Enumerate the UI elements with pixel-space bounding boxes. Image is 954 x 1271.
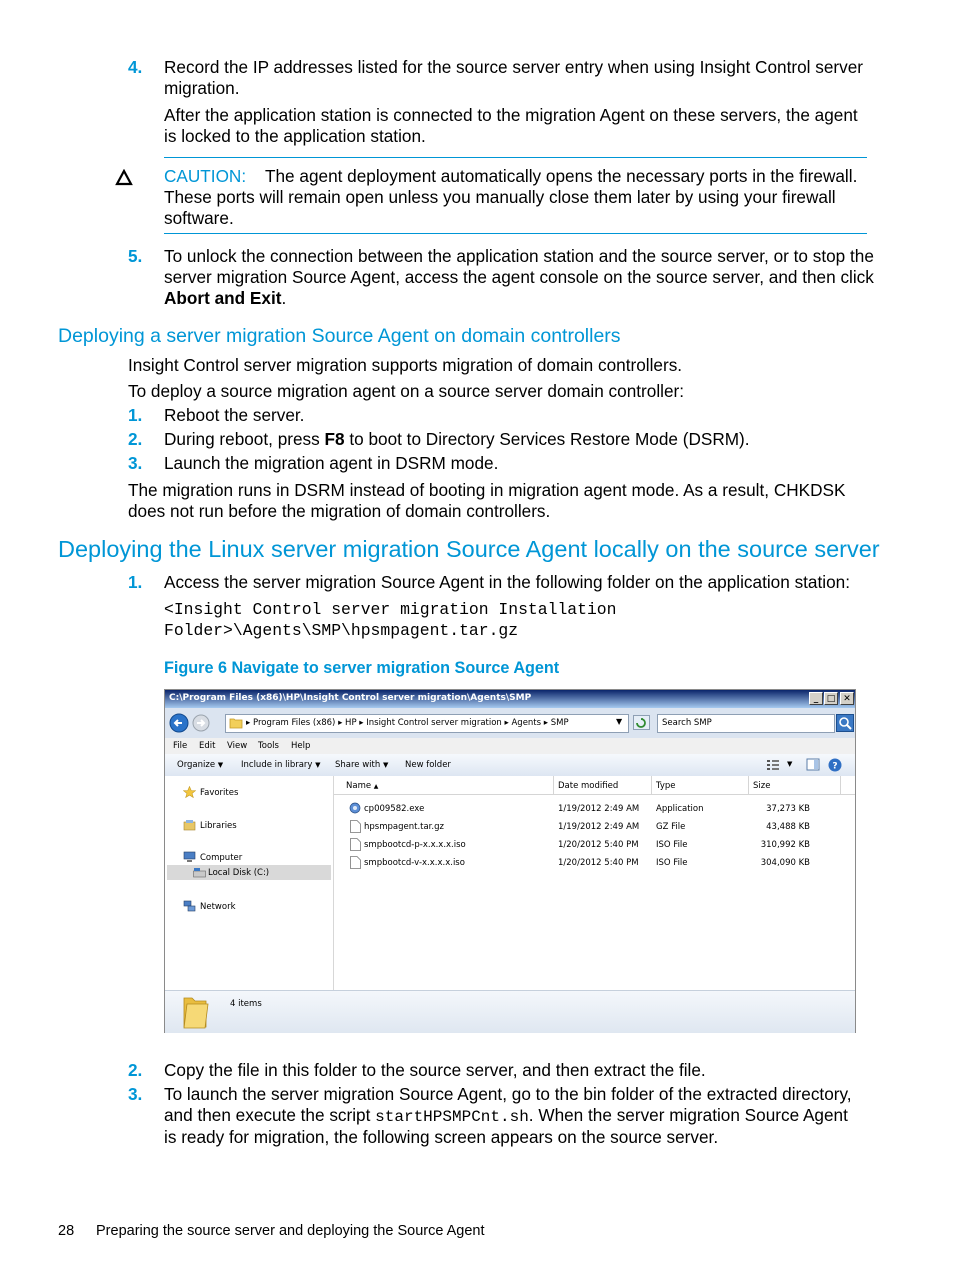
page-number: 28 <box>58 1223 75 1239</box>
nav-computer[interactable]: Computer <box>200 853 243 863</box>
file-date: 1/20/2012 5:40 PM <box>558 840 639 850</box>
folder-icon <box>229 717 243 729</box>
caution-bottom-rule <box>164 233 867 234</box>
text-run: to boot to Directory Services Restore Mode (DSRM). <box>344 429 750 449</box>
command-label: Include in library <box>241 760 313 770</box>
section-heading: Deploying the Linux server migration Source Agent locally on the source server <box>58 536 880 562</box>
new-folder-button[interactable]: New folder <box>405 760 451 770</box>
column-divider[interactable] <box>748 776 749 794</box>
window-title: C:\Program Files (x86)\HP\Insight Control server migration\Agents\SMP <box>169 693 532 703</box>
step-text <box>164 429 750 450</box>
preview-pane-icon[interactable] <box>806 758 820 771</box>
nav-libraries[interactable]: Libraries <box>200 821 237 831</box>
caution-text: The agent deployment automatically opens the necessary ports in the firewall. <box>265 166 858 186</box>
search-icon[interactable] <box>836 714 854 732</box>
breadcrumb[interactable]: ▸ Program Files (x86) ▸ HP ▸ Insight Control server migration ▸ Agents ▸ SMP <box>246 718 569 728</box>
step-text: is ready for migration, the following screen appears on the source server. <box>164 1127 719 1147</box>
chevron-down-icon: ▼ <box>315 761 321 769</box>
maximize-button[interactable]: □ <box>824 692 838 705</box>
column-date-modified[interactable]: Date modified <box>558 781 619 791</box>
application-icon <box>349 802 361 815</box>
breadcrumb-item[interactable]: Agents <box>511 718 542 728</box>
file-date: 1/19/2012 2:49 AM <box>558 822 640 832</box>
punctuation: . <box>281 288 287 308</box>
menu-view[interactable]: View <box>227 741 248 751</box>
column-label: Name <box>346 781 372 791</box>
menu-file[interactable]: File <box>173 741 188 751</box>
chevron-down-icon: ▼ <box>217 761 224 769</box>
step-number: 5. <box>128 246 143 266</box>
caution-text: software. <box>164 208 234 228</box>
minimize-button[interactable]: _ <box>809 692 823 705</box>
caution-text: These ports will remain open unless you manually close them later by using your firewall <box>164 187 836 207</box>
file-icon <box>350 820 361 833</box>
step-number: 2. <box>128 1060 143 1080</box>
menu-help[interactable]: Help <box>291 741 311 751</box>
paragraph: The migration runs in DSRM instead of booting in migration agent mode. As a result, CHKDSK <box>128 480 846 500</box>
column-divider[interactable] <box>553 776 554 794</box>
code-line: Folder>\Agents\SMP\hpsmpagent.tar.gz <box>164 621 519 640</box>
step-number: 2. <box>128 429 143 449</box>
step-text: Access the server migration Source Agent in the following folder on the application station: <box>164 572 850 592</box>
file-type: ISO File <box>656 840 688 850</box>
file-date: 1/20/2012 5:40 PM <box>558 858 639 868</box>
menu-tools[interactable]: Tools <box>258 741 279 751</box>
close-button[interactable]: ✕ <box>840 692 854 705</box>
refresh-icon[interactable] <box>633 715 650 730</box>
warning-icon <box>115 169 133 186</box>
sort-ascending-icon: ▲ <box>373 783 379 790</box>
computer-icon <box>183 851 196 863</box>
script-name: startHPSMPCnt.sh <box>375 1108 529 1126</box>
file-name: smpbootcd-v-x.x.x.x.iso <box>364 858 465 868</box>
step-text: server migration Source Agent, access the agent console on the source server, and then click <box>164 267 874 287</box>
step-text: Copy the file in this folder to the source server, and then extract the file. <box>164 1060 706 1080</box>
drive-icon <box>193 867 206 878</box>
search-input[interactable] <box>657 714 835 733</box>
step-number: 4. <box>128 57 143 77</box>
file-type: ISO File <box>656 858 688 868</box>
nav-network[interactable]: Network <box>200 902 236 912</box>
menu-edit[interactable]: Edit <box>199 741 216 751</box>
file-date: 1/19/2012 2:49 AM <box>558 804 640 814</box>
forward-icon[interactable] <box>192 714 210 732</box>
file-type: Application <box>656 804 704 814</box>
nav-local-disk[interactable]: Local Disk (C:) <box>208 868 270 878</box>
chevron-down-icon[interactable]: ▼ <box>787 760 793 768</box>
chevron-down-icon[interactable]: ▼ <box>616 717 623 726</box>
address-toolbar <box>165 708 855 738</box>
navigation-pane <box>165 776 334 990</box>
title-bar <box>165 690 855 708</box>
text-run: and then execute the script <box>164 1105 376 1125</box>
explorer-window-figure <box>164 689 856 1033</box>
footer-title: Preparing the source server and deploying the Source Agent <box>96 1223 485 1239</box>
figure-caption: Figure 6 Navigate to server migration Source Agent <box>164 659 560 677</box>
chevron-down-icon: ▼ <box>382 761 389 769</box>
libraries-icon <box>183 819 196 831</box>
file-row[interactable] <box>334 856 855 872</box>
column-size[interactable]: Size <box>753 781 771 791</box>
command-label: Organize <box>177 760 216 770</box>
step-text: Launch the migration agent in DSRM mode. <box>164 453 499 473</box>
breadcrumb-item[interactable]: SMP <box>550 718 569 728</box>
command-label: Share with <box>335 760 381 770</box>
step-text: Record the IP addresses listed for the source server entry when using Insight Control server <box>164 57 863 77</box>
file-name: smpbootcd-p-x.x.x.x.iso <box>364 840 466 850</box>
step-text: To unlock the connection between the application station and the source server, or to stop the <box>164 246 874 266</box>
file-row[interactable] <box>334 838 855 854</box>
paragraph: To deploy a source migration agent on a source server domain controller: <box>128 381 685 401</box>
column-divider[interactable] <box>840 776 841 794</box>
step-text <box>164 288 286 309</box>
back-icon[interactable] <box>169 713 189 733</box>
text-run: . When the server migration Source Agent <box>528 1105 848 1125</box>
file-type: GZ File <box>656 822 686 832</box>
code-line: <Insight Control server migration Installation <box>164 600 617 619</box>
star-icon <box>183 786 196 798</box>
search-placeholder: Search SMP <box>662 718 712 728</box>
help-icon[interactable] <box>828 758 842 772</box>
svg-text:?: ? <box>832 761 838 772</box>
file-name: hpsmpagent.tar.gz <box>364 822 444 832</box>
breadcrumb-item[interactable]: Program Files (x86) <box>252 718 336 728</box>
step-text: To launch the server migration Source Agent, go to the bin folder of the extracted directory, <box>164 1084 852 1104</box>
network-icon <box>183 900 196 912</box>
step-number: 1. <box>128 572 143 592</box>
paragraph: does not run before the migration of domain controllers. <box>128 501 551 521</box>
command-bar <box>165 754 855 777</box>
caution-top-rule <box>164 157 867 158</box>
caution-label: CAUTION: <box>164 166 247 186</box>
file-row[interactable] <box>334 802 855 818</box>
file-icon <box>350 856 361 869</box>
step-text <box>164 1105 848 1126</box>
item-count: 4 items <box>230 999 262 1009</box>
include-in-library-button[interactable] <box>241 760 321 770</box>
column-name[interactable] <box>346 781 378 791</box>
section-heading: Deploying a server migration Source Agent on domain controllers <box>58 325 621 347</box>
file-list-pane <box>334 776 855 990</box>
nav-favorites[interactable]: Favorites <box>200 788 239 798</box>
menu-bar <box>165 738 855 754</box>
organize-button[interactable] <box>177 760 223 770</box>
nav-item-selected[interactable] <box>167 865 331 880</box>
file-name: cp009582.exe <box>364 804 425 814</box>
file-size: 304,090 KB <box>760 858 810 868</box>
file-size: 43,488 KB <box>766 822 810 832</box>
column-divider[interactable] <box>651 776 652 794</box>
file-size: 310,992 KB <box>760 840 810 850</box>
file-size: 37,273 KB <box>766 804 810 814</box>
step-text: Reboot the server. <box>164 405 305 425</box>
column-type[interactable]: Type <box>656 781 676 791</box>
breadcrumb-item[interactable]: HP <box>345 718 357 728</box>
step-number: 3. <box>128 1084 143 1104</box>
view-options-icon[interactable] <box>766 758 780 771</box>
file-icon <box>350 838 361 851</box>
step-number: 1. <box>128 405 143 425</box>
file-row[interactable] <box>334 820 855 836</box>
step-number: 3. <box>128 453 143 473</box>
bold-term: Abort and Exit <box>164 288 282 308</box>
address-bar[interactable] <box>225 714 629 733</box>
column-header <box>334 776 855 795</box>
key-name: F8 <box>324 429 345 449</box>
share-with-button[interactable] <box>335 760 388 770</box>
details-pane <box>165 990 855 1033</box>
breadcrumb-item[interactable]: Insight Control server migration <box>366 718 502 728</box>
folder-icon <box>181 994 209 1030</box>
paragraph: is locked to the application station. <box>164 126 426 146</box>
text-run: During reboot, press <box>164 429 325 449</box>
paragraph: After the application station is connected to the migration Agent on these servers, the agent <box>164 105 858 125</box>
paragraph: Insight Control server migration supports migration of domain controllers. <box>128 355 683 375</box>
step-text: migration. <box>164 78 240 98</box>
